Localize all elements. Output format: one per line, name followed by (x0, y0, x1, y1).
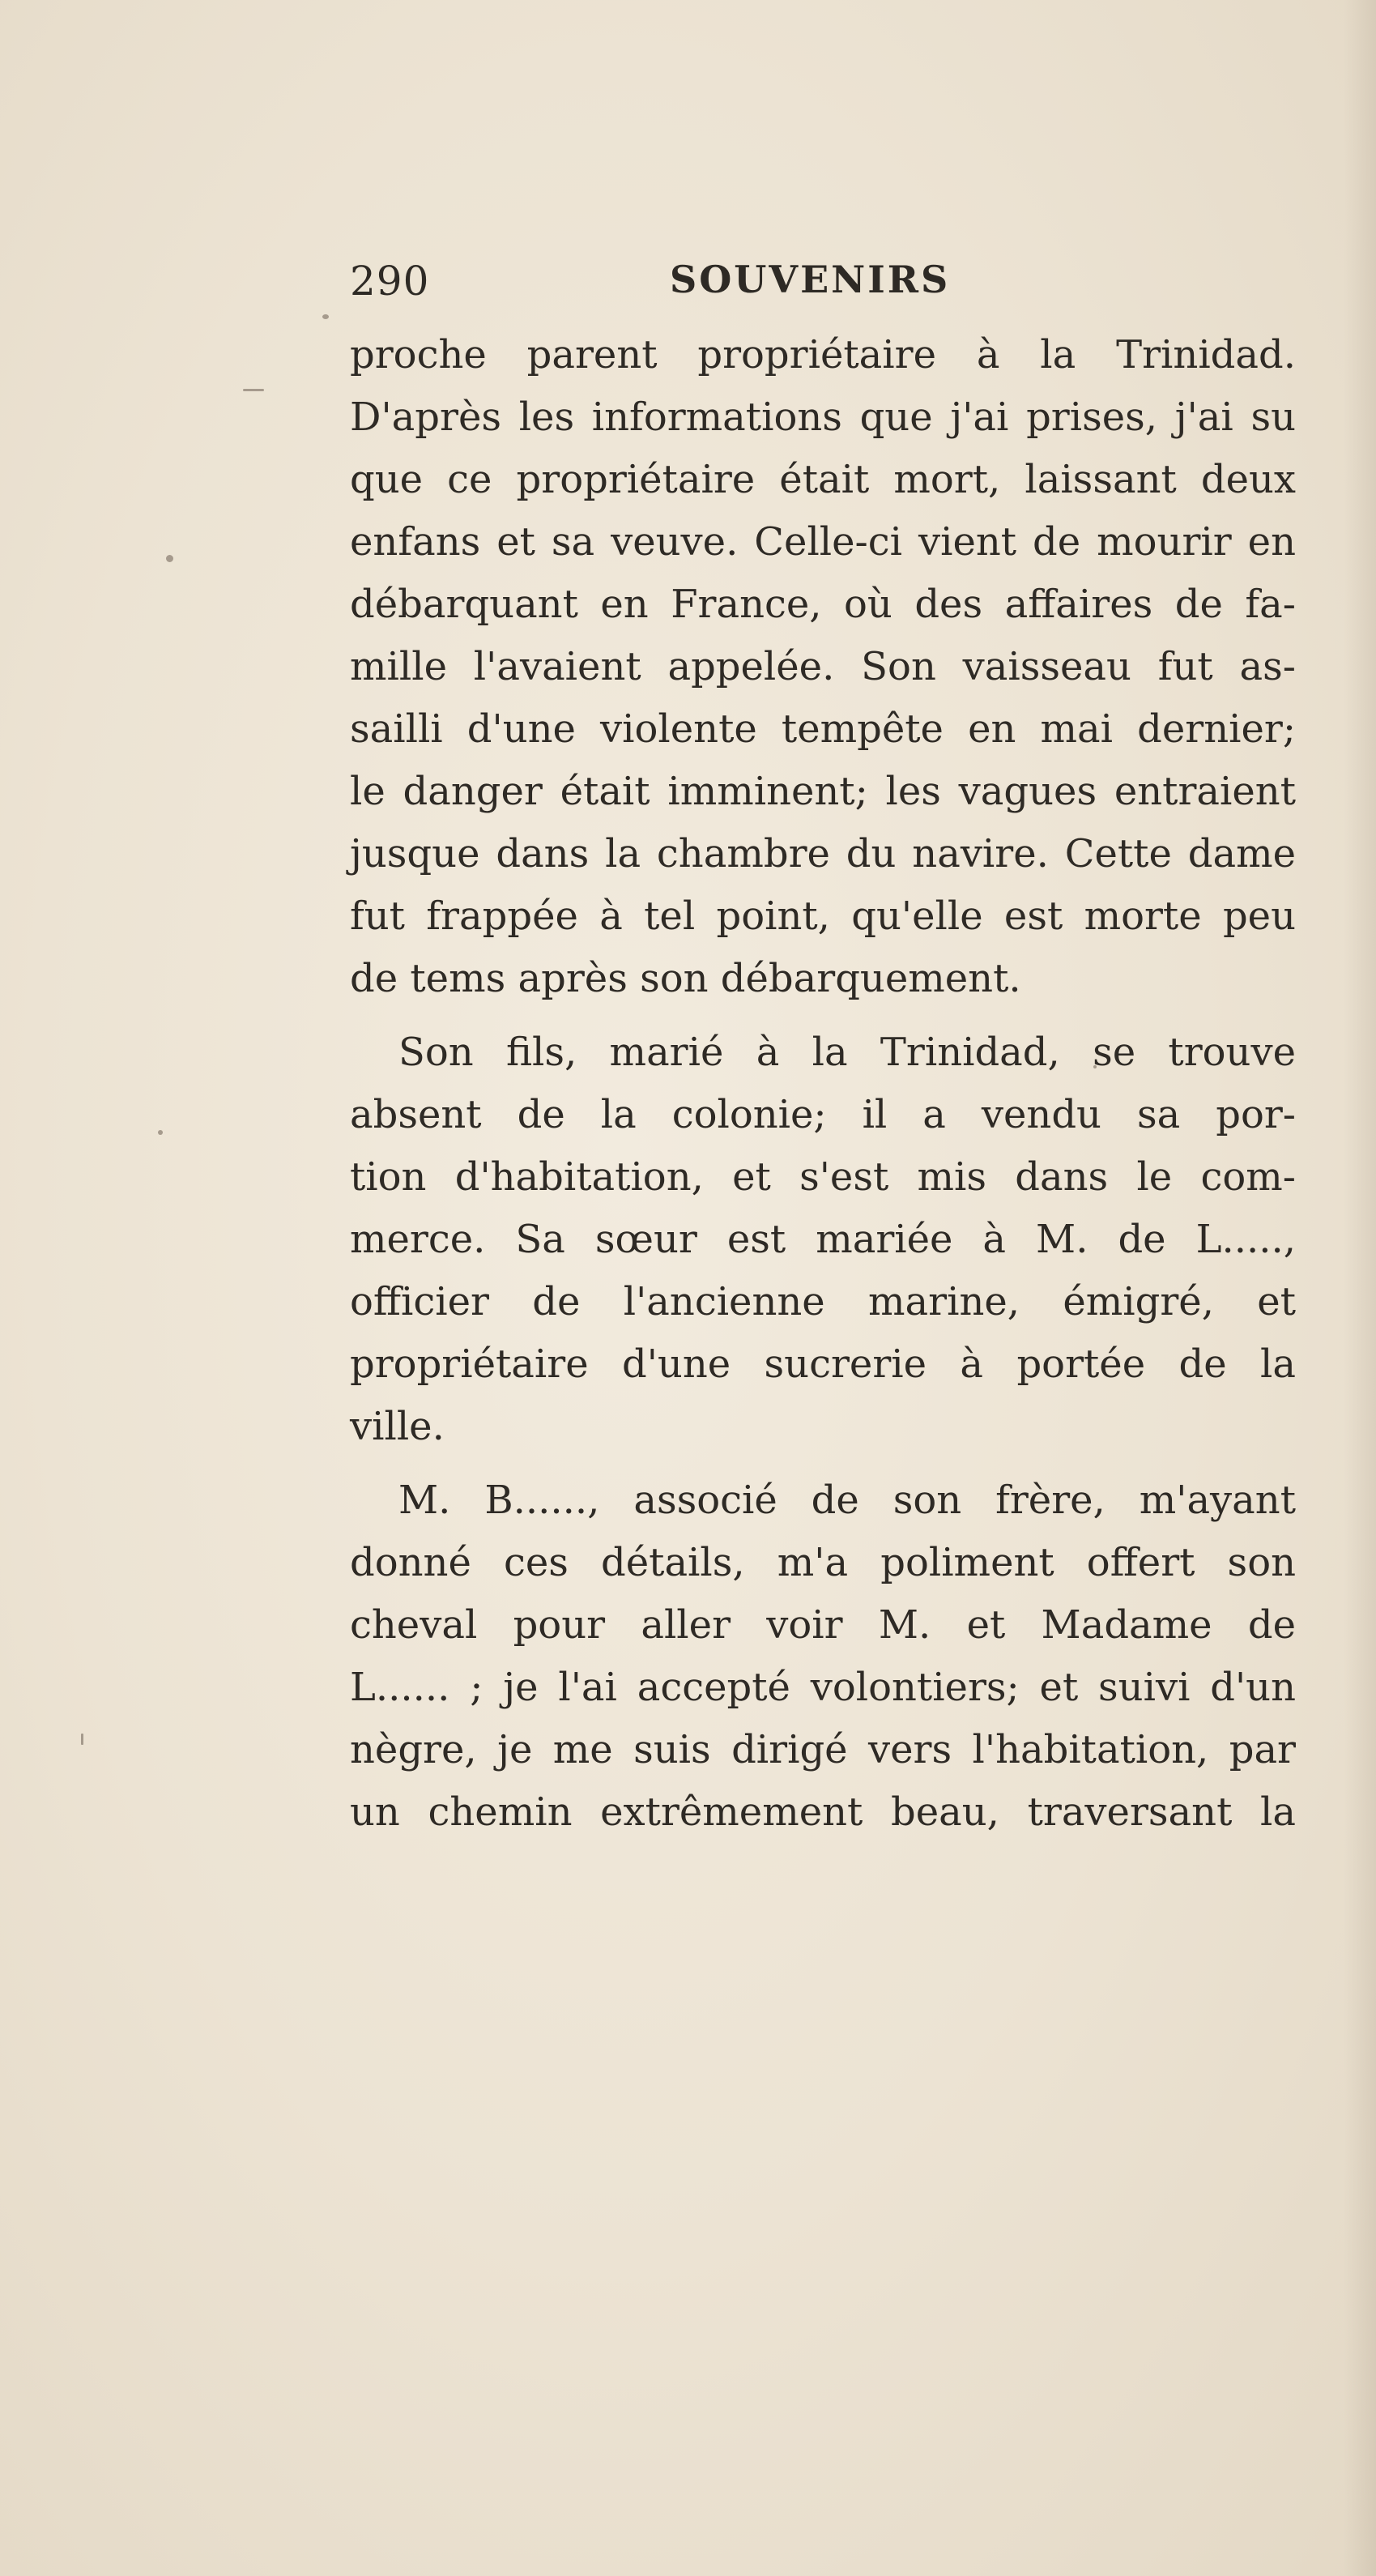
paper-speck (166, 555, 173, 562)
text-line: le danger était imminent; les vagues entraient (350, 769, 1296, 814)
text-line: donné ces détails, m'a poliment offert son (350, 1540, 1296, 1585)
text-line: D'après les informations que j'ai prises, j'ai su (350, 395, 1296, 440)
paper-speck (158, 1130, 163, 1135)
text-line: sailli d'une violente tempête en mai dernier; (350, 706, 1296, 752)
text-line: propriétaire d'une sucrerie à portée de la (350, 1341, 1296, 1387)
text-line: merce. Sa sœur est mariée à M. de L....., (350, 1217, 1296, 1262)
text-line: tion d'habitation, et s'est mis dans le com- (350, 1154, 1296, 1200)
text-line: proche parent propriétaire à la Trinidad. (350, 332, 1296, 377)
text-line: que ce propriétaire était mort, laissant deux (350, 457, 1296, 502)
text-line: ville. (350, 1404, 445, 1449)
text-line: cheval pour aller voir M. et Madame de (350, 1602, 1296, 1648)
text-line: de tems après son débarquement. (350, 956, 1021, 1001)
text-line: un chemin extrêmement beau, traversant la (350, 1789, 1296, 1835)
text-line: jusque dans la chambre du navire. Cette dame (350, 831, 1296, 876)
page-number: 290 (350, 258, 430, 305)
text-line: mille l'avaient appelée. Son vaisseau fut as- (350, 644, 1296, 689)
running-title: SOUVENIRS (670, 258, 951, 301)
text-line: absent de la colonie; il a vendu sa por- (350, 1092, 1296, 1137)
paper-speck (322, 314, 329, 319)
text-line: M. B......, associé de son frère, m'ayant (398, 1478, 1296, 1523)
running-head (350, 258, 982, 306)
text-line: fut frappée à tel point, qu'elle est morte peu (350, 893, 1296, 939)
body-text (350, 324, 1296, 1844)
paper-speck (81, 1734, 83, 1745)
text-line: Son fils, marié à la Trinidad, se trouve (398, 1030, 1296, 1075)
text-line: L...... ; je l'ai accepté volontiers; et suivi d'un (350, 1665, 1296, 1710)
text-line: enfans et sa veuve. Celle-ci vient de mourir en (350, 519, 1296, 565)
paper-speck (243, 389, 264, 391)
text-line: nègre, je me suis dirigé vers l'habitation, par (350, 1727, 1296, 1772)
page-edge-shadow (1344, 0, 1376, 2576)
text-line: officier de l'ancienne marine, émigré, et (350, 1279, 1296, 1324)
text-line: débarquant en France, où des affaires de fa- (350, 582, 1296, 627)
